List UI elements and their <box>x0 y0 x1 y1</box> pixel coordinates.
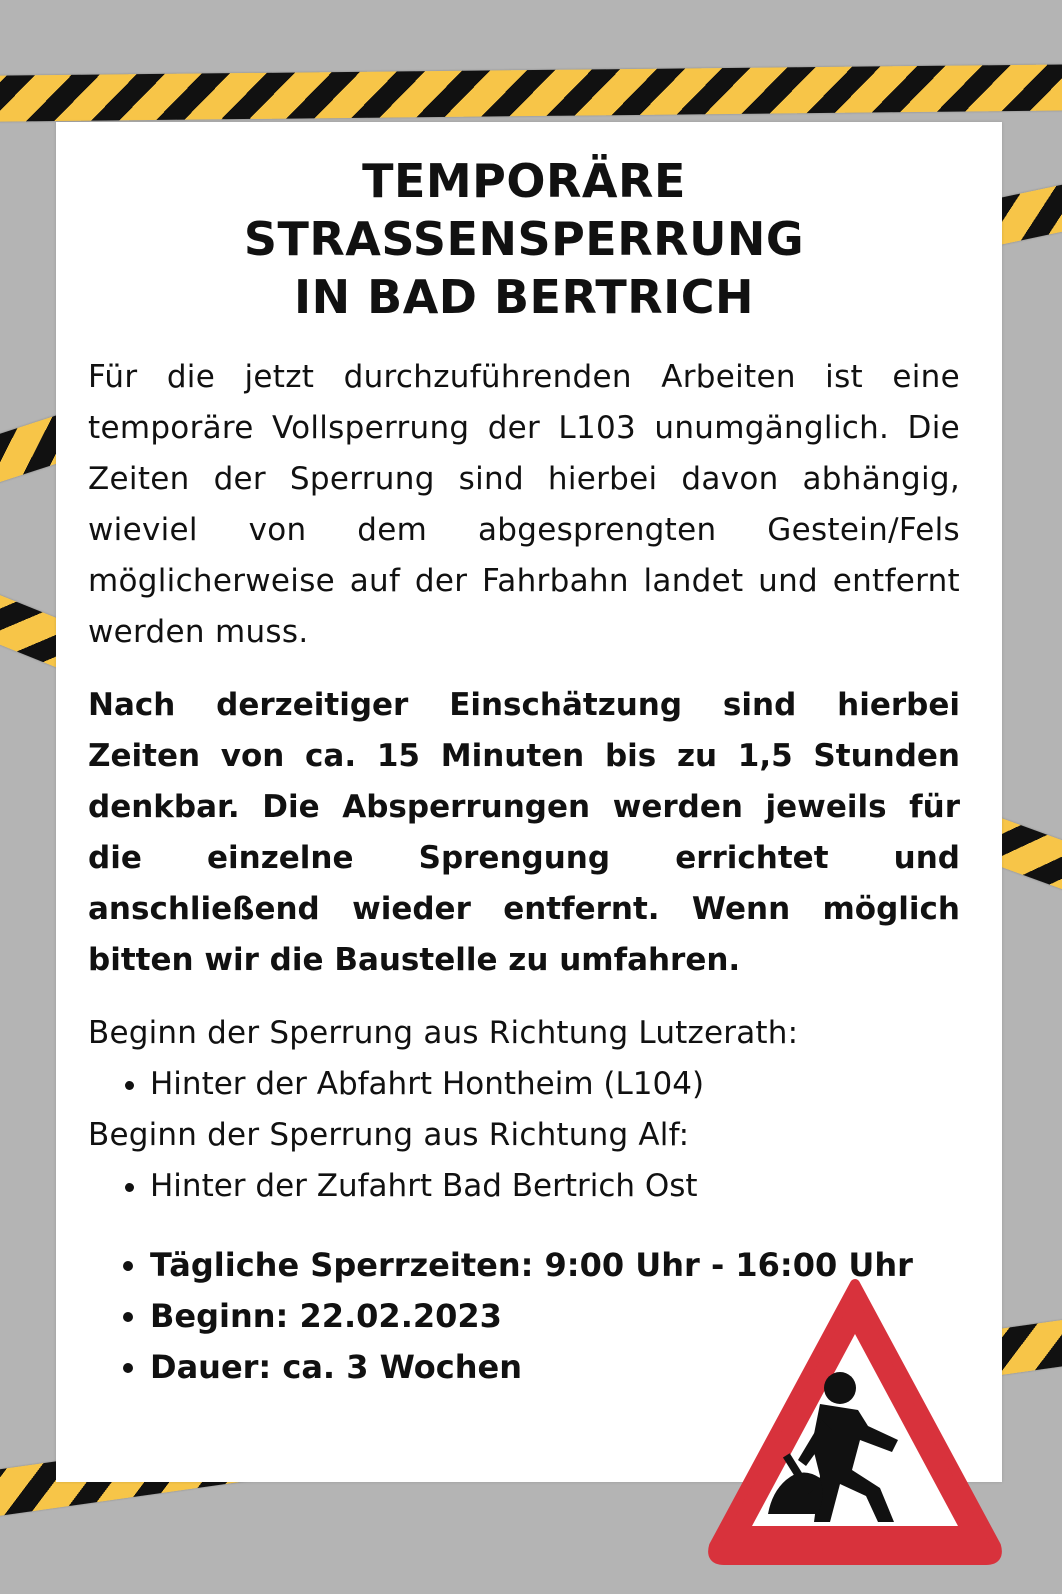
route-point-lutzerath: • Hinter der Abfahrt Hontheim (L104) <box>150 1059 960 1110</box>
route-heading-alf: Beginn der Sperrung aus Richtung Alf: <box>88 1117 690 1153</box>
notice-paragraph: Nach derzeitiger Einschätzung sind hierbei Zeiten von ca. 15 Minuten bis zu 1,5 Stunden denkbar. Die Absperrungen werden jeweils für die einzelne Sprengung errichtet und anschließend wieder entfernt. Wenn möglich bitten wir die Baustelle zu umfahren. <box>88 687 960 978</box>
route-point-alf: • Hinter der Zufahrt Bad Bertrich Ost <box>150 1161 960 1212</box>
title-line-2: IN BAD BERTRICH <box>294 270 754 324</box>
caution-tape-top <box>0 64 1062 122</box>
notice-content <box>88 152 960 1393</box>
fact-daily-times: • Tägliche Sperrzeiten: 9:00 Uhr - 16:00 Uhr <box>150 1240 960 1291</box>
title-line-1: TEMPORÄRE STRASSENSPERRUNG <box>243 154 805 266</box>
route-list-alf <box>88 1161 960 1212</box>
intro-paragraph: Für die jetzt durchzuführenden Arbeiten ist eine temporäre Vollsperrung der L103 unumgänglich. Die Zeiten der Sperrung sind hierbei davon abhängig, wieviel von dem abgesprengten Gestein/Fels möglicherweise auf der Fahrbahn landet und entfernt werden muss. <box>88 359 960 650</box>
route-section <box>88 1008 960 1212</box>
roadworks-warning-sign-icon <box>702 1270 1008 1570</box>
fact-duration: • Dauer: ca. 3 Wochen <box>150 1342 960 1393</box>
page-title <box>88 152 960 326</box>
fact-start-date: • Beginn: 22.02.2023 <box>150 1291 960 1342</box>
route-heading-lutzerath: Beginn der Sperrung aus Richtung Lutzerath: <box>88 1015 799 1051</box>
route-list-lutzerath <box>88 1059 960 1110</box>
